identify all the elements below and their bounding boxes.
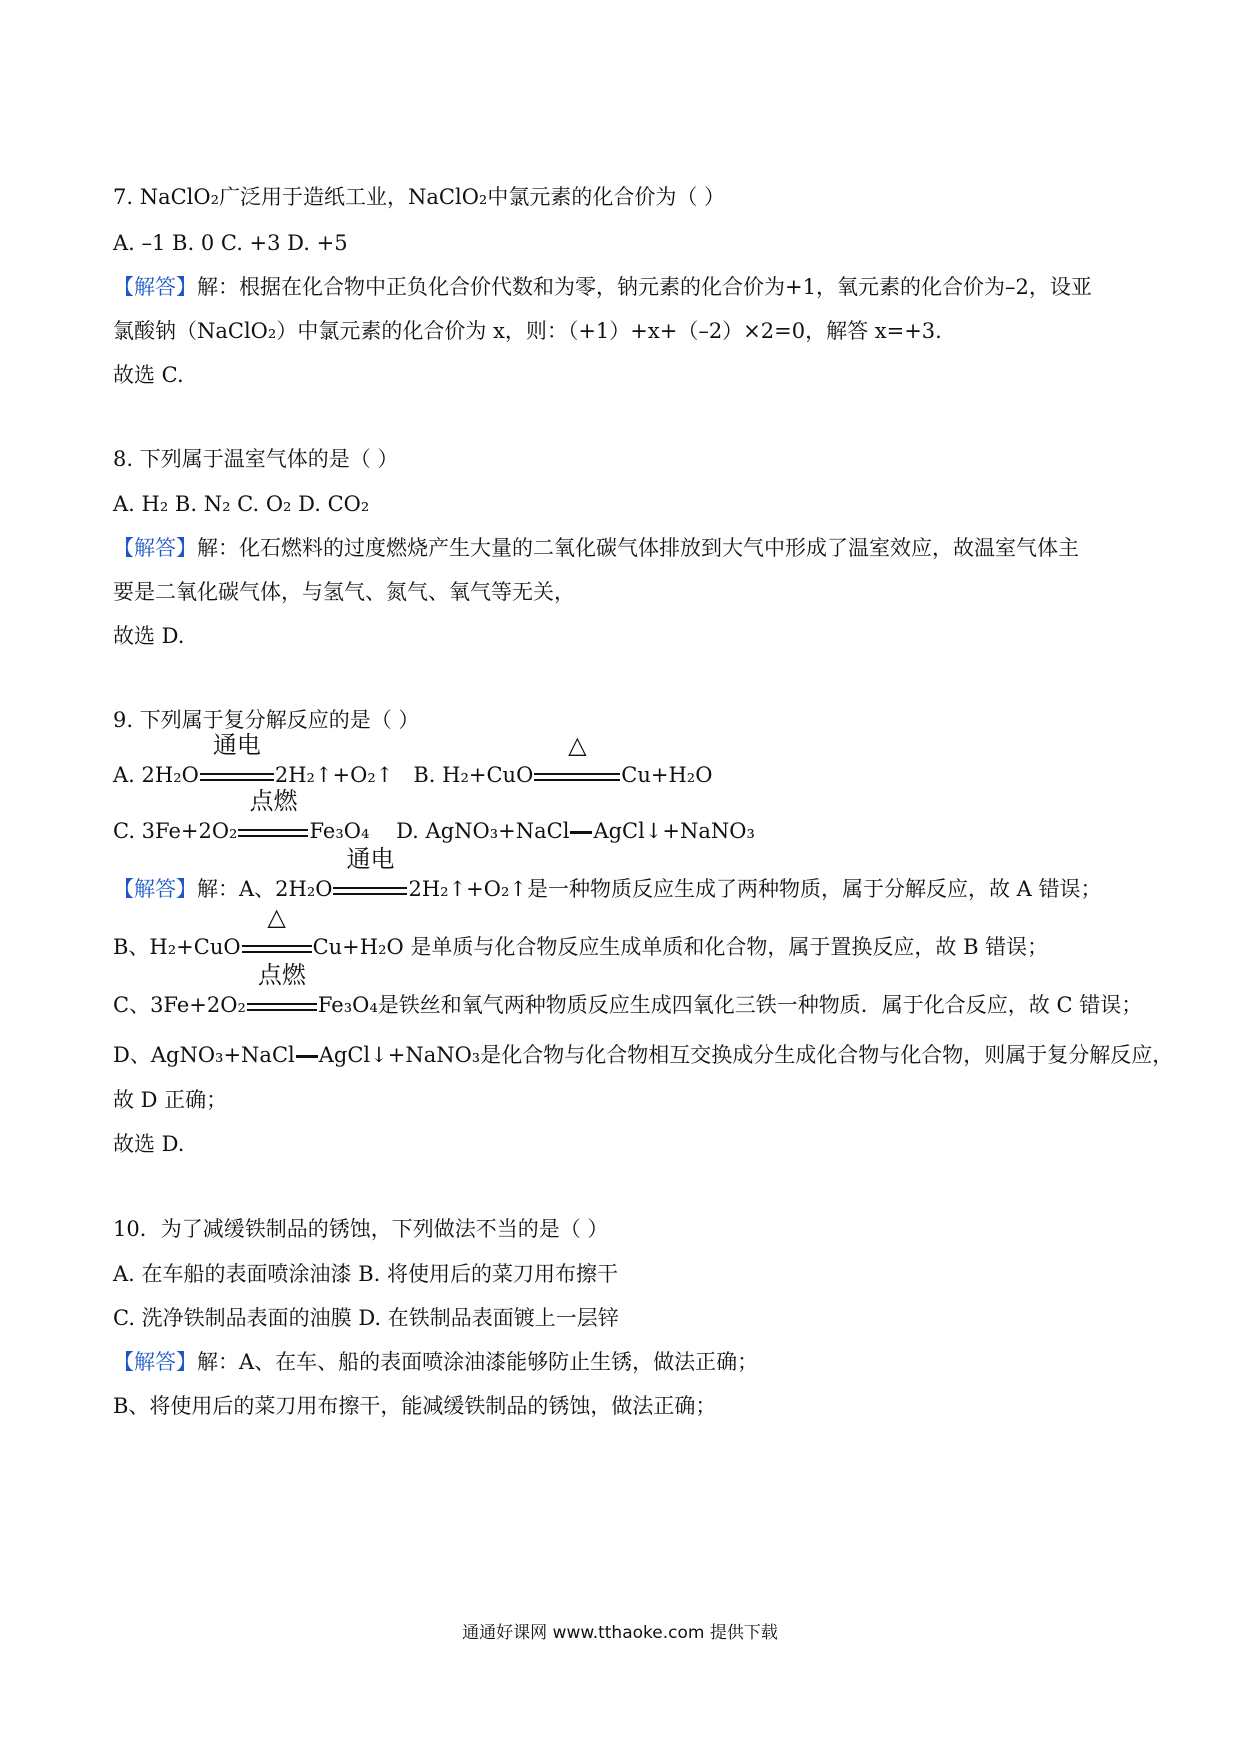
reaction-arrow: [332, 845, 408, 904]
q9-optA-right: 2H₂↑+O₂↑: [274, 763, 394, 787]
q10-answer-1: [113, 1347, 758, 1377]
q7-conclusion: 故选 C.: [113, 363, 184, 387]
q9-optC-right: Fe₃O₄: [309, 819, 370, 843]
cond-electric: 通电: [346, 845, 395, 873]
reaction-arrow: [241, 903, 313, 962]
q9-ansC-suffix: Fe₃O₄是铁丝和氧气两种物质反应生成四氧化三铁一种物质．属于化合反应，故 C 错误；: [317, 993, 1143, 1017]
q10-answer-2: B、将使用后的菜刀用布擦干，能减缓铁制品的锈蚀，做法正确；: [113, 1394, 717, 1418]
answer-tag: 【解答】: [113, 1350, 197, 1374]
reaction-arrow: [533, 731, 621, 790]
reaction-arrow: [246, 961, 318, 1020]
q7-answer-2: 氯酸钠（NaClO₂）中氯元素的化合价为 x，则：（+1）+x+（–2）×2=0，解答 x=+3.: [113, 319, 942, 343]
q8-answer-2: 要是二氧化碳气体，与氢气、氮气、氧气等无关，: [113, 580, 575, 604]
q10-options-1: A. 在车船的表面喷涂油漆 B. 将使用后的菜刀用布擦干: [113, 1262, 618, 1286]
cond-ignite: 点燃: [249, 787, 298, 815]
q9-answer-d: [113, 1040, 1173, 1070]
q7-stem: 7. NaClO₂广泛用于造纸工业，NaClO₂中氯元素的化合价为（ ）: [113, 185, 726, 209]
cond-heat: △: [568, 731, 587, 759]
q10-options-2: C. 洗净铁制品表面的油膜 D. 在铁制品表面镀上一层锌: [113, 1306, 619, 1330]
q9-ansB-prefix: B、H₂+CuO: [113, 935, 241, 959]
answer-tag: 【解答】: [113, 536, 197, 560]
q9-answer-b: [113, 903, 1049, 962]
q9-answer-d-2: 故 D 正确；: [113, 1088, 228, 1112]
cond-ignite: 点燃: [257, 961, 306, 989]
reaction-arrow: [237, 787, 309, 846]
q9-answer-a: [113, 845, 1102, 904]
q9-ansA-prefix: 解：A、2H₂O: [197, 877, 333, 901]
q9-ansD-suffix: AgCl↓+NaNO₃是化合物与化合物相互交换成分生成化合物与化合物，则属于复分解反应，: [318, 1043, 1174, 1067]
q9-options-ab: [113, 731, 713, 790]
q9-optB-right: Cu+H₂O: [621, 763, 713, 787]
q9-optC-label: C. 3Fe+2O₂: [113, 819, 238, 843]
q7-answer-1: [113, 272, 1092, 302]
q8-options: A. H₂ B. N₂ C. O₂ D. CO₂: [113, 492, 370, 516]
q9-stem: 9. 下列属于复分解反应的是（ ）: [113, 708, 420, 732]
q8-stem: 8. 下列属于温室气体的是（ ）: [113, 447, 399, 471]
q9-answer-c: [113, 961, 1143, 1020]
q8-conclusion: 故选 D.: [113, 624, 185, 648]
answer-tag: 【解答】: [113, 275, 197, 299]
q9-ansC-prefix: C、3Fe+2O₂: [113, 993, 246, 1017]
q7-options: A. –1 B. 0 C. +3 D. +5: [113, 231, 348, 255]
page-footer: 通通好课网 www.tthaoke.com 提供下载: [462, 1623, 778, 1643]
q8-answer-text-1: 解：化石燃料的过度燃烧产生大量的二氧化碳气体排放到大气中形成了温室效应，故温室气体主: [197, 536, 1079, 560]
q9-optD-label: D. AgNO₃+NaCl: [396, 819, 570, 843]
q9-optB-label: B. H₂+CuO: [413, 763, 534, 787]
q10-stem: 10．为了减缓铁制品的锈蚀，下列做法不当的是（ ）: [113, 1217, 609, 1241]
q9-options-cd: [113, 787, 755, 846]
cond-electric: 通电: [212, 731, 261, 759]
q7-answer-text-1: 解：根据在化合物中正负化合价代数和为零，钠元素的化合价为+1，氧元素的化合价为–2，设亚: [197, 275, 1092, 299]
q9-optA-label: A. 2H₂O: [113, 763, 199, 787]
q9-ansA-suffix: 2H₂↑+O₂↑是一种物质反应生成了两种物质，属于分解反应，故 A 错误；: [408, 877, 1102, 901]
q9-ansD-prefix: D、AgNO₃+NaCl: [113, 1043, 295, 1067]
q10-answer-text-1: 解：A、在车、船的表面喷涂油漆能够防止生锈，做法正确；: [197, 1350, 759, 1374]
q9-conclusion: 故选 D.: [113, 1132, 185, 1156]
q9-optD-right: AgCl↓+NaNO₃: [593, 819, 755, 843]
answer-tag: 【解答】: [113, 877, 197, 901]
cond-heat: △: [267, 903, 286, 931]
q8-answer-1: [113, 533, 1079, 563]
q9-ansB-suffix: Cu+H₂O 是单质与化合物反应生成单质和化合物，属于置换反应，故 B 错误；: [312, 935, 1049, 959]
